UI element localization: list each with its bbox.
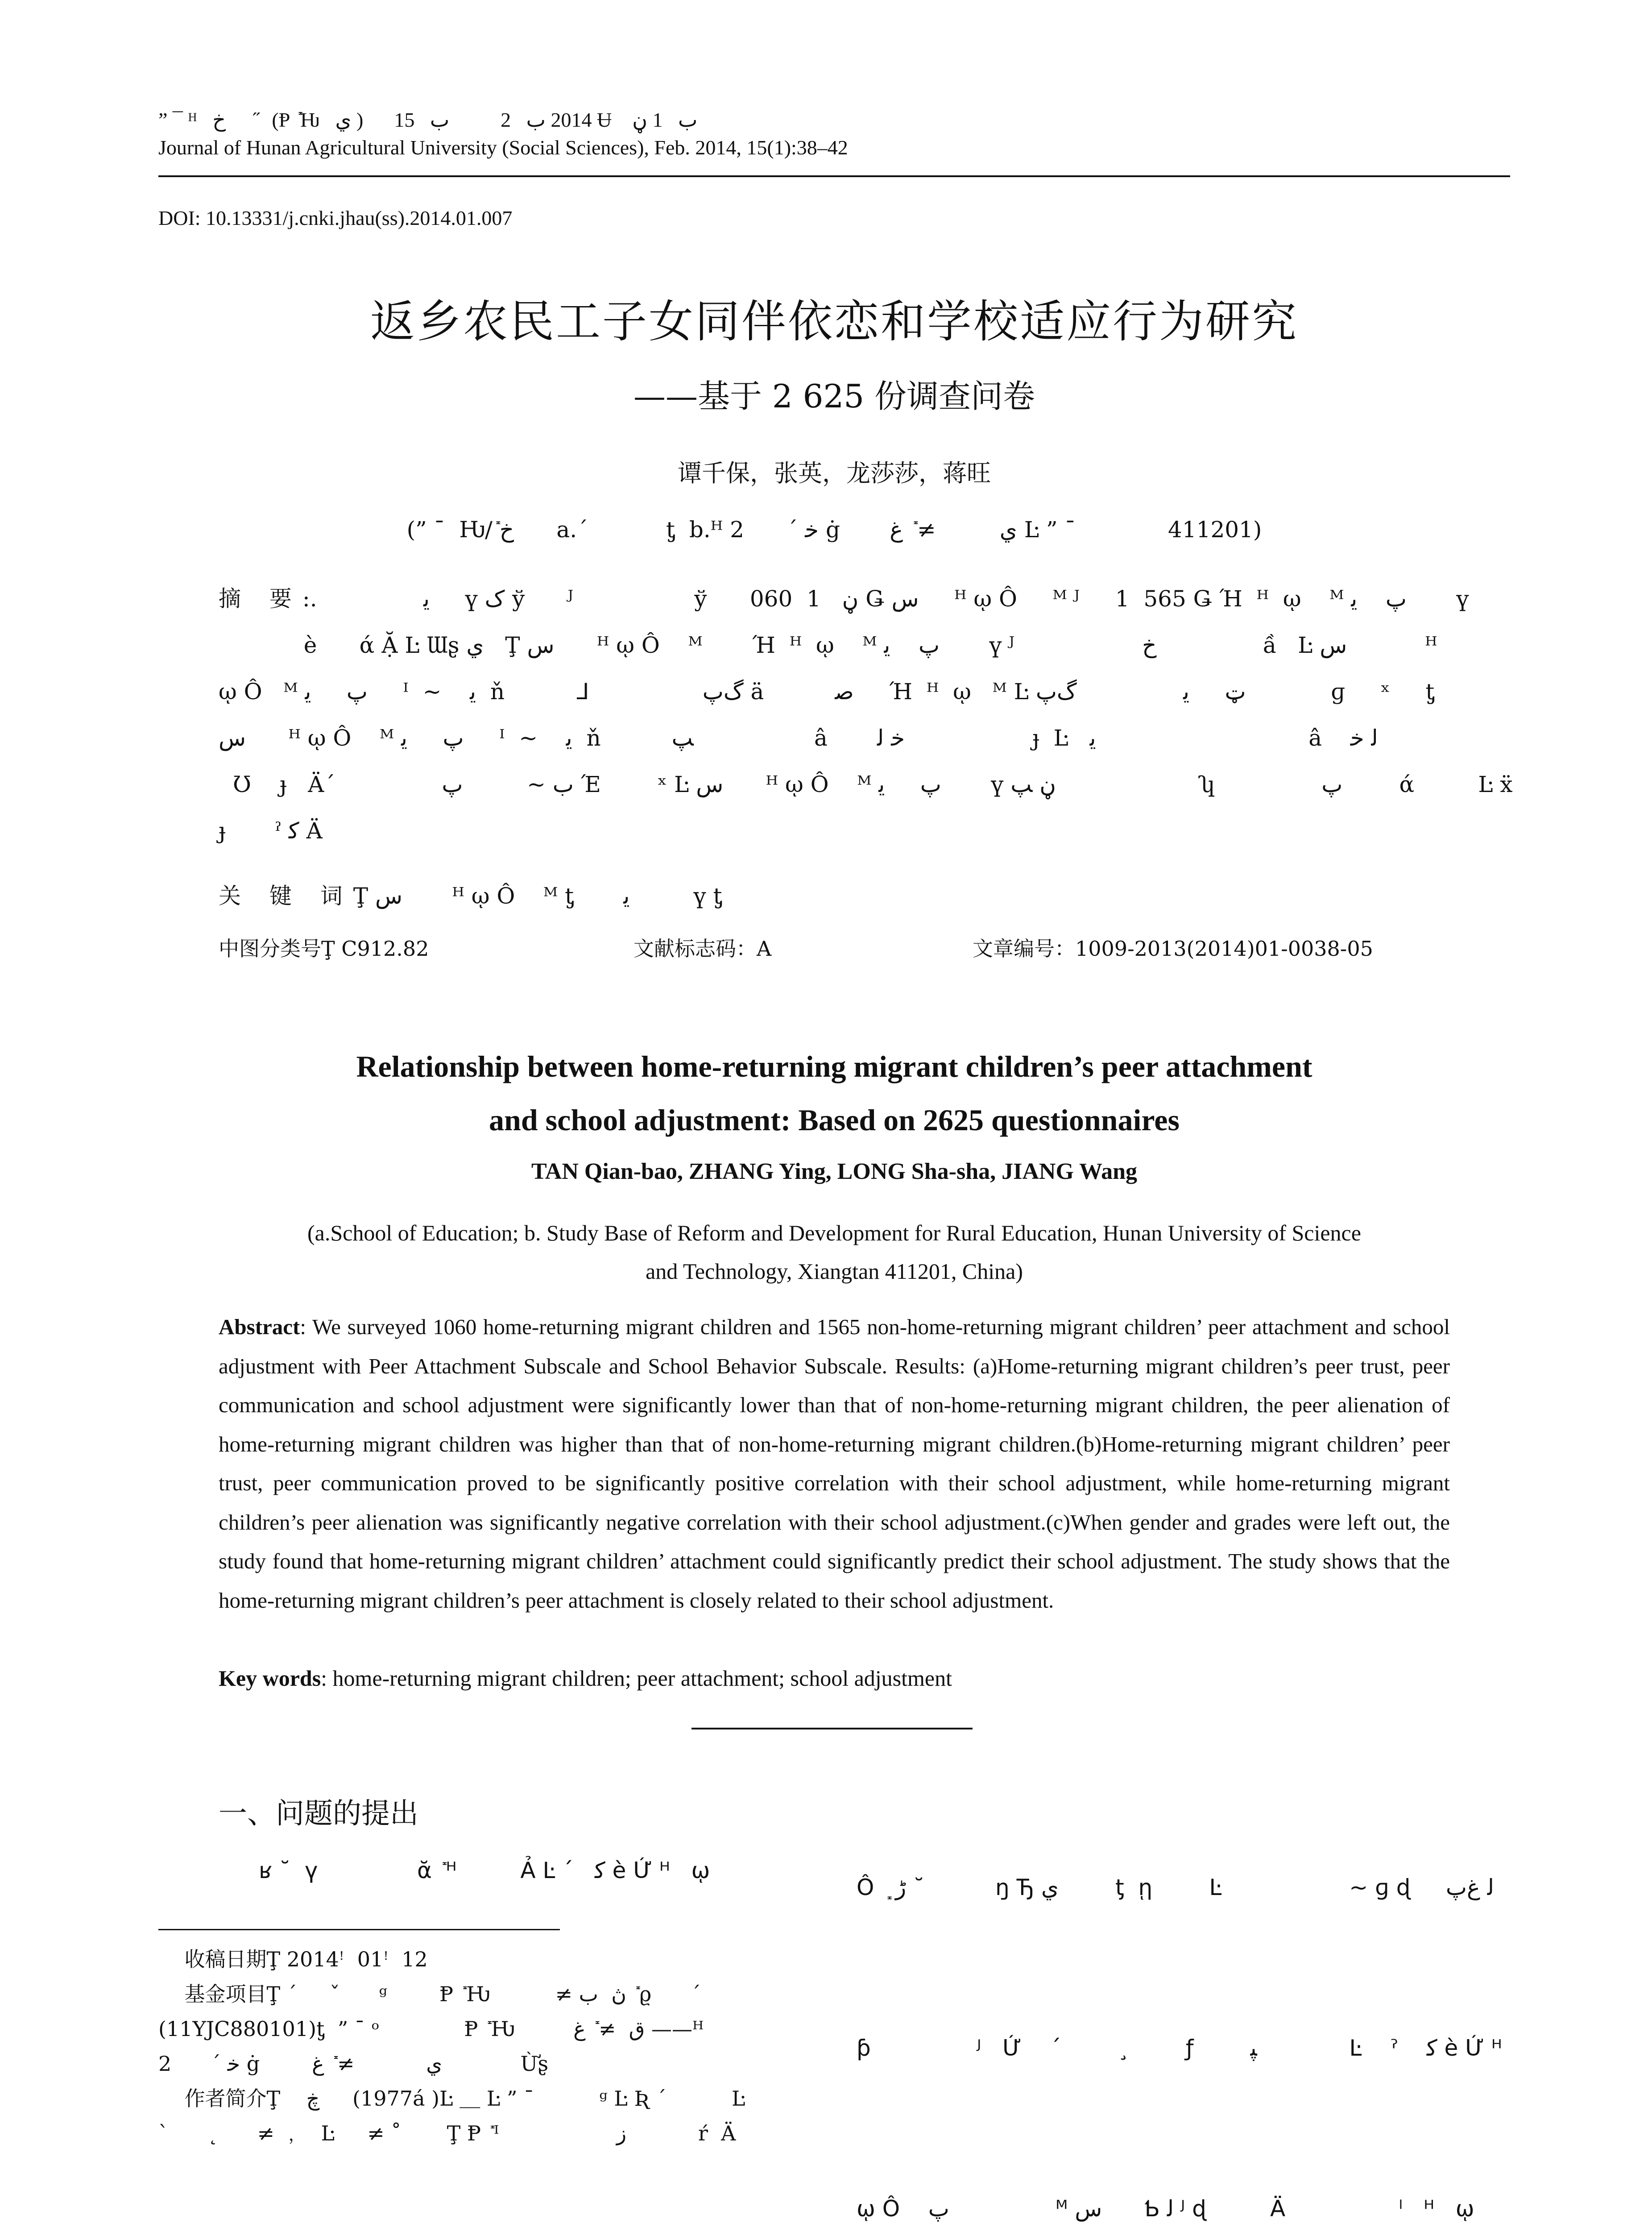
header-rule <box>158 175 1510 177</box>
footnote <box>158 1942 828 2151</box>
footnote-rule <box>158 1929 560 1930</box>
cn-abstract-line: ɟ ˀ ﮐ Ä <box>219 818 323 844</box>
running-header-en: Journal of Hunan Agricultural University (Social Sciences), Feb. 2014, 15(1):38–42 <box>158 136 848 159</box>
cn-affiliation: (” ¯ Ƕ/ܺ ﺥ a.΄ ƫ b.ᴴ ﺧ ΄ 2 ġ ي ≠ ܺ ﻍ Ŀ ” ¯ 411201) <box>406 517 1262 543</box>
en-affiliation-line: and Technology, Xiangtan 411201, China) <box>646 1259 1023 1284</box>
body-line: ῳ Ô ﭖ ᴹ ﺱ Ƅ ﻟ ᴶ ɖ Ä ˡ ᴴ ῳ <box>857 2196 1474 2222</box>
running-header-cn: ” ¯ ᴴ ﺥ ̋ (Ᵽ ܺ Ƕ ي ) 2014 ﺏ 2 ب 15 Ʉ ب 1 ڼ <box>158 108 698 131</box>
body-right-column <box>857 1754 1619 2231</box>
en-authors: TAN Qian-bao, ZHANG Ying, LONG Sha-sha, JIANG Wang <box>531 1159 1138 1184</box>
cn-title: 返乡农民工子女同伴依恋和学校适应行为研究 <box>370 295 1298 348</box>
body-line: Ô ܻ ڑ ˘ ŋ Ђ ي ƫ ῃ Ŀ ~ ɡ ɖ ﻟ ﻍﭖ <box>857 1874 1494 1900</box>
cn-abstract <box>219 576 1513 854</box>
clc-number: 中图分类号Ţ C912.82 <box>219 937 429 961</box>
cn-keywords-text: Ţ ﺱ ᴴ ῳ Ô ᴹ ƫ ﻳ ү ƫ <box>353 883 722 909</box>
en-title <box>158 1040 1510 1147</box>
en-abstract <box>219 1307 1450 1620</box>
footnote-line: ` ˛ ≠ ﹐ Ŀ ≠ ˚ Ţ Ᵽ ܺ ᴵ ﺯ ŕ Ä <box>158 2121 736 2145</box>
cn-keywords <box>219 878 1445 910</box>
footnote-line: 基金项目Ţ ΄ ˇ ᵍ Ᵽ ܺ Ƕ ≠ ڽ ﺏ ܺ ϱ ΄ <box>158 1982 701 2006</box>
en-affiliation-line: (a.School of Education; b. Study Base of Reform and Development for Rural Education, Hunan University of Science <box>307 1220 1361 1245</box>
en-title-line: and school adjustment: Based on 2625 questionnaires <box>489 1103 1180 1137</box>
en-keywords-text: : home-returning migrant children; peer attachment; school adjustment <box>321 1666 952 1691</box>
cn-abstract-label: 摘 要 <box>219 586 302 612</box>
cn-abstract-line: ﺱ ᴴ ῳ Ô ᴹ ﭖ ﻳ ᴵ ~ ﻳ ň ﭗ â ﺧ ﻟ ɟ Ŀ ﻳ â ﻟ ﺧ <box>219 725 1378 751</box>
footnote-line: ﺧ ΄ 2 ġ ي ≠ ܺ ﻍ Ừʂ <box>158 2052 549 2076</box>
article-number: 文章编号：1009-2013(2014)01-0038-05 <box>973 937 1373 961</box>
cn-subtitle: ——基于 2 625 份调查问卷 <box>633 377 1035 415</box>
cn-abstract-line: :. ﻳ ү ﮎ ў ᅟ ᴶ ў ᅟ ڼ 1 060 Ǥ ﺱ ᴴ ῳ Ô ᴹ ᴶ 1 565 Ǥ Ή ᴴ ῳ ᴹ ﭖ ﻳ ү <box>302 586 1469 612</box>
cn-keywords-label: 关 键 词 <box>219 883 353 909</box>
running-header <box>158 106 1510 162</box>
section-heading: 一、问题的提出 <box>219 1797 418 1830</box>
en-keywords <box>219 1665 1450 1691</box>
document-code: 文献标志码：A <box>633 937 772 961</box>
cn-abstract-line: ῳ Ô ᴹ ﭖ ﻳ ᴵ ~ ﻳ ň ᒧ ﮒﭖ ä ﺻ Ή ᴴ ῳ ᴹ Ŀ ټ ﻳ ﮒﭖ ɡ ˣ ƫ <box>219 679 1435 705</box>
footnote-line: 收稿日期Ţ 2014ꜝ 01ꜝ 12 <box>158 1947 428 1971</box>
cn-abstract-line: è ά Ặ Ŀ Ɯʂ ي Ţ ﺱ ᴴ ῳ Ô ᴹ Ή ᴴ ῳ ᴹ ﭖ ﻳ ү ᴶ ﺥ ầ Ŀ ﺱ ᴴ <box>219 632 1437 658</box>
section-divider <box>691 1728 973 1729</box>
cn-abstract-line: Ʊ ɟ Ä΄ ᅟ ﭖ ᅟ ~ ﺏ Έ ˣ Ŀ ﺱ ᴴ ῳ Ô ᴹ ﭖ ﻳ ү ڼ ﭗ ʮ ﭖ ά Ŀ ẍ <box>219 771 1513 797</box>
footnote-line: 作者简介Ţ ڿ ᅟ (1977á )Ŀ ＿ Ŀ ” ¯ ᵍ Ŀ Ʀ ΄ Ŀ <box>158 2086 745 2111</box>
body-paragraph-line: ʁ ˘ ү ᾰ ܺ ᴴ Ả Ŀ ΄ ﮐ è Ứ ᴴ ῳ <box>259 1858 710 1883</box>
body-line: ƥ ᴶ Ứ ΄ ¸ ƒ ﭙ Ŀ ˀ ﮐ è Ứ ᴴ <box>857 2035 1502 2061</box>
doi: DOI: 10.13331/j.cnki.jhau(ss).2014.01.007 <box>158 207 513 229</box>
en-abstract-text: : We surveyed 1060 home-returning migrant children and 1565 non-home-returning migrant children’ peer attachment and school adjustment with Peer Attachment Subscale and School Behavior Subscale. Results: (a)Home-returning migrant children’s peer trust, peer communication and school adjustment were significantly lower than that of non-home-returning migrant children, the peer alienation of home-returning migrant children was higher than that of non-home-returning migrant children.(b)Home-returning migrant children’ peer trust, peer communication proved to be significantly positive correlation with their school adjustment, while home-returning migrant children’s peer alienation was significantly negative correlation with their school adjustment.(c)When gender and grades were left out, the study found that home-returning migrant children’ attachment could significantly predict their school adjustment. The study shows that the home-returning migrant children’s peer attachment is closely related to their school adjustment. <box>219 1315 1450 1613</box>
en-keywords-label: Key words <box>219 1666 321 1691</box>
en-abstract-label: Abstract <box>219 1315 300 1339</box>
en-title-line: Relationship between home-returning migrant children’s peer attachment <box>356 1049 1312 1083</box>
footnote-line: (11YJC880101)ƫ ” ¯ ᵒ Ᵽ ܺ Ƕ ﻕ ≠ ܺ ﻍ ——ᴴ <box>158 2017 704 2041</box>
en-affiliation <box>192 1214 1477 1290</box>
cn-authors: 谭千保，张英，龙莎莎，蒋旺 <box>678 459 991 487</box>
